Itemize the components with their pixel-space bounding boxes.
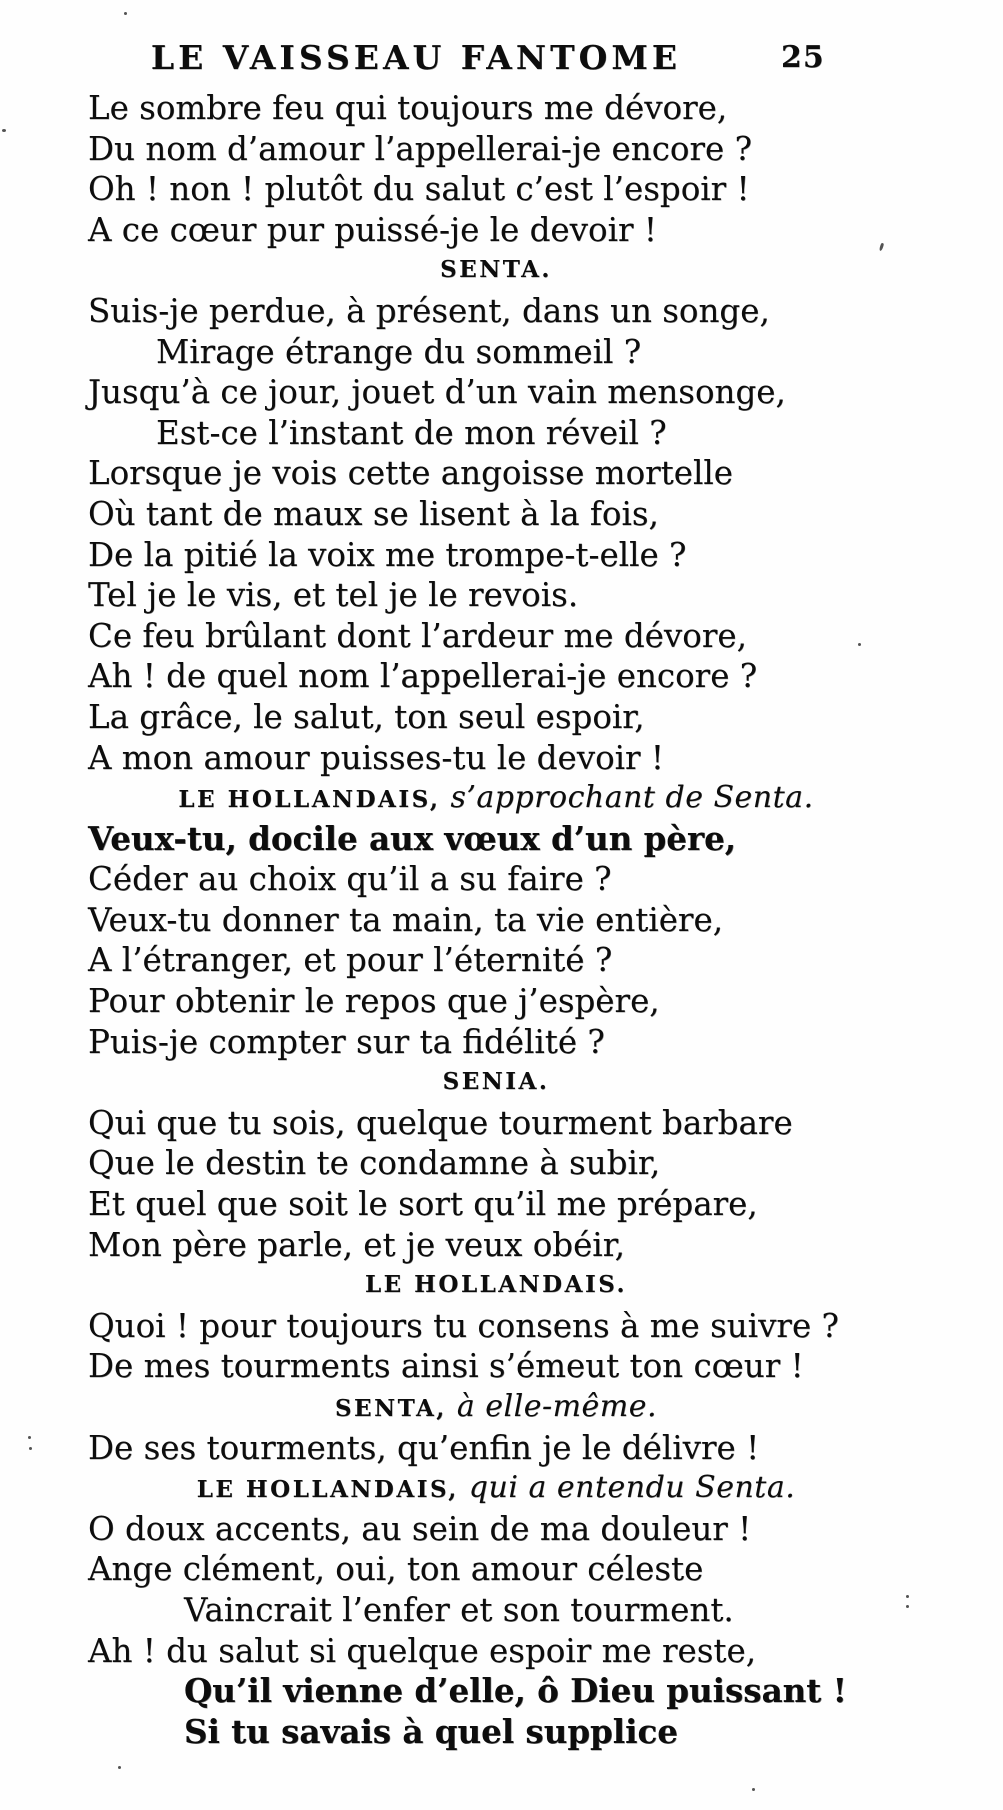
verse-line: O doux accents, au sein de ma douleur !	[88, 1509, 752, 1548]
scan-artifact	[906, 1605, 909, 1608]
verse-line: Pour obtenir le repos que j’espère,	[88, 982, 660, 1021]
verse-line: Suis-je perdue, à présent, dans un songe,	[88, 291, 770, 330]
verse-line: La grâce, le salut, ton seul espoir,	[88, 697, 645, 736]
verse-line: Où tant de maux se lisent à la fois,	[88, 494, 659, 533]
scan-artifact	[124, 12, 127, 15]
page-number: 25	[781, 40, 825, 75]
speaker-name: LE HOLLANDAIS.	[364, 1271, 628, 1299]
speaker-name: SENTA,	[334, 1395, 447, 1422]
verse-line: A mon amour puisses-tu le devoir !	[88, 738, 664, 777]
scan-artifact	[28, 1436, 31, 1439]
verse-line: Oh ! non ! plutôt du salut c’est l’espoir !	[88, 170, 750, 209]
verse-line: Qu’il vienne d’elle, ô Dieu puissant !	[184, 1671, 847, 1711]
speaker-heading	[88, 778, 904, 819]
verse-line: Jusqu’à ce jour, jouet d’un vain mensonge,	[88, 373, 786, 412]
verse-line: Tel je le vis, et tel je le revois.	[88, 576, 579, 615]
verse-line: Est-ce l’instant de mon réveil ?	[156, 413, 667, 452]
scan-artifact	[906, 1595, 909, 1598]
speaker-heading	[88, 250, 904, 291]
verse-line: Mirage étrange du sommeil ?	[156, 332, 642, 371]
verse-line: Ange clément, oui, ton amour céleste	[88, 1550, 704, 1589]
verse-line: Mon père parle, et je veux obéir,	[88, 1225, 625, 1264]
scan-artifact	[29, 1447, 32, 1450]
speaker-heading	[88, 1468, 904, 1509]
stage-direction: qui a entendu Senta.	[458, 1470, 796, 1506]
scan-artifact	[118, 1766, 121, 1769]
verse-line: Qui que tu sois, quelque tourment barbare	[88, 1103, 793, 1142]
verse-line: De ses tourments, qu’enfin je le délivre !	[88, 1428, 760, 1467]
speaker-name: LE HOLLANDAIS,	[178, 786, 441, 814]
scan-artifact	[752, 1788, 755, 1791]
verse-line: A l’étranger, et pour l’éternité ?	[88, 941, 613, 980]
verse-line: Puis-je compter sur ta fidélité ?	[88, 1022, 605, 1061]
speaker-name: LE HOLLANDAIS,	[196, 1476, 459, 1504]
verse-line: Et quel que soit le sort qu’il me prépare,	[88, 1185, 758, 1224]
stage-direction: à elle-même.	[446, 1389, 658, 1424]
speaker-heading	[88, 1265, 904, 1306]
scan-artifact	[858, 643, 861, 646]
verse-line: Si tu savais à quel supplice	[184, 1711, 678, 1751]
text-block	[88, 88, 904, 1752]
verse-line: De la pitié la voix me trompe-t-elle ?	[88, 535, 687, 574]
scan-artifact	[2, 129, 6, 132]
speaker-name: SENIA.	[442, 1068, 550, 1096]
verse-line: Veux-tu donner ta main, ta vie entière,	[88, 900, 724, 939]
verse-line: Céder au choix qu’il a su faire ?	[88, 860, 612, 899]
verse-line: Ah ! du salut si quelque espoir me reste,	[88, 1631, 757, 1670]
verse-line: Veux-tu, docile aux vœux d’un père,	[88, 818, 737, 858]
verse-line: Vaincrait l’enfer et son tourment.	[184, 1590, 734, 1629]
speaker-heading	[88, 1062, 904, 1103]
verse-line: De mes tourments ainsi s’émeut ton cœur !	[88, 1347, 804, 1386]
verse-line: Ce feu brûlant dont l’ardeur me dévore,	[88, 616, 747, 655]
page-title: LE VAISSEAU FANTOME	[150, 38, 682, 77]
verse-line: Lorsque je vois cette angoisse mortelle	[88, 454, 733, 493]
speaker-heading	[88, 1387, 904, 1428]
verse-line: Quoi ! pour toujours tu consens à me suivre ?	[88, 1306, 839, 1345]
verse-line: A ce cœur pur puissé-je le devoir !	[88, 210, 657, 249]
stage-direction: s’approchant de Senta.	[440, 780, 814, 816]
verse-line: Du nom d’amour l’appellerai-je encore ?	[88, 129, 753, 168]
speaker-name: SENTA.	[440, 256, 552, 284]
verse-line: Que le destin te condamne à subir,	[88, 1144, 661, 1183]
verse-line: Le sombre feu qui toujours me dévore,	[88, 89, 728, 127]
verse-line: Ah ! de quel nom l’appellerai-je encore ?	[88, 657, 758, 696]
